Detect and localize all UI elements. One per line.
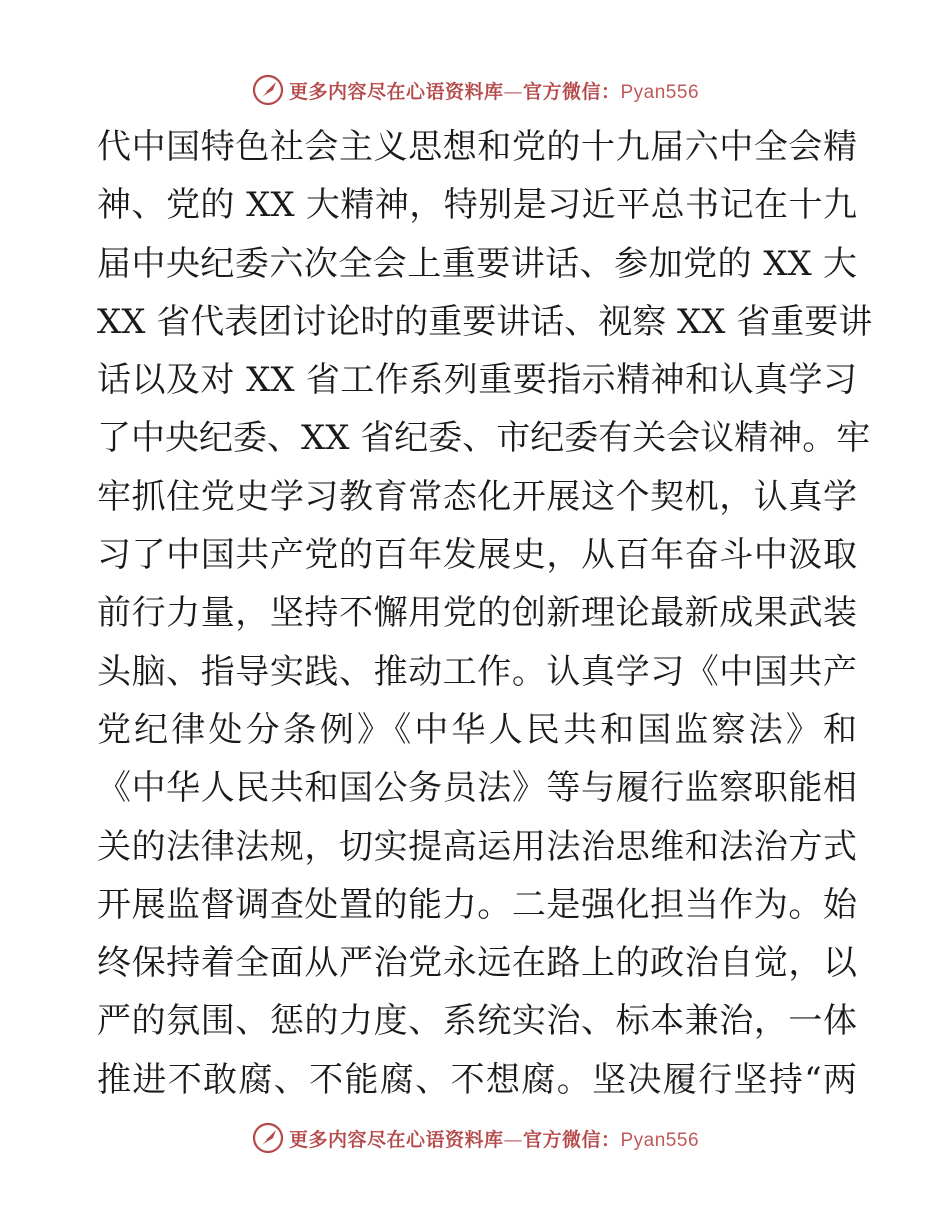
body-line: 《中华人民共和国公务员法》等与履行监察职能相 bbox=[97, 768, 857, 809]
header-banner bbox=[0, 70, 950, 110]
quill-pen-logo-icon bbox=[251, 73, 285, 107]
body-line: 关的法律法规，切实提高运用法治思维和法治方式 bbox=[97, 826, 857, 867]
body-line: 牢抓住党史学习教育常态化开展这个契机，认真学 bbox=[97, 476, 857, 517]
body-line: 前行力量，坚持不懈用党的创新理论最新成果武装 bbox=[97, 593, 857, 634]
body-line: 届中央纪委六次全会上重要讲话、参加党的 XX 大 bbox=[97, 243, 857, 284]
document-body bbox=[97, 118, 873, 1109]
body-line: 代中国特色社会主义思想和党的十九届六中全会精 bbox=[97, 127, 857, 167]
body-line: 头脑、指导实践、推动工作。认真学习《中国共产 bbox=[97, 651, 857, 692]
body-line: 开展监督调查处置的能力。二是强化担当作为。始 bbox=[97, 884, 857, 925]
footer-brand-text: 更多内容尽在心语资料库 bbox=[288, 1128, 504, 1151]
footer-wechat-label: 官方微信： bbox=[522, 1128, 621, 1151]
footer-separator: — bbox=[503, 1128, 523, 1151]
body-line: 了中央纪委、XX 省纪委、市纪委有关会议精神。牢 bbox=[97, 418, 871, 459]
body-line: 终保持着全面从严治党永远在路上的政治自觉，以 bbox=[97, 943, 857, 984]
footer-banner bbox=[0, 1118, 950, 1158]
body-line: 话以及对 XX 省工作系列重要指示精神和认真学习 bbox=[97, 360, 857, 401]
header-separator: — bbox=[503, 80, 523, 103]
header-brand-text: 更多内容尽在心语资料库 bbox=[288, 80, 504, 103]
footer-wechat-id: Pyan556 bbox=[620, 1129, 700, 1151]
quill-pen-logo-icon bbox=[251, 1121, 285, 1155]
header-wechat-label: 官方微信： bbox=[522, 80, 621, 103]
body-line: 神、党的 XX 大精神，特别是习近平总书记在十九 bbox=[97, 185, 857, 226]
body-line: XX 省代表团讨论时的重要讲话、视察 XX 省重要讲 bbox=[97, 301, 873, 342]
body-line: 党纪律处分条例》《中华人民共和国监察法》和 bbox=[97, 709, 857, 750]
body-line: 推进不敢腐、不能腐、不想腐。坚决履行坚持“两 bbox=[97, 1059, 857, 1100]
body-line: 习了中国共产党的百年发展史，从百年奋斗中汲取 bbox=[97, 535, 857, 576]
header-wechat-id: Pyan556 bbox=[620, 81, 700, 103]
body-line: 严的氛围、惩的力度、系统实治、标本兼治，一体 bbox=[97, 1001, 857, 1042]
